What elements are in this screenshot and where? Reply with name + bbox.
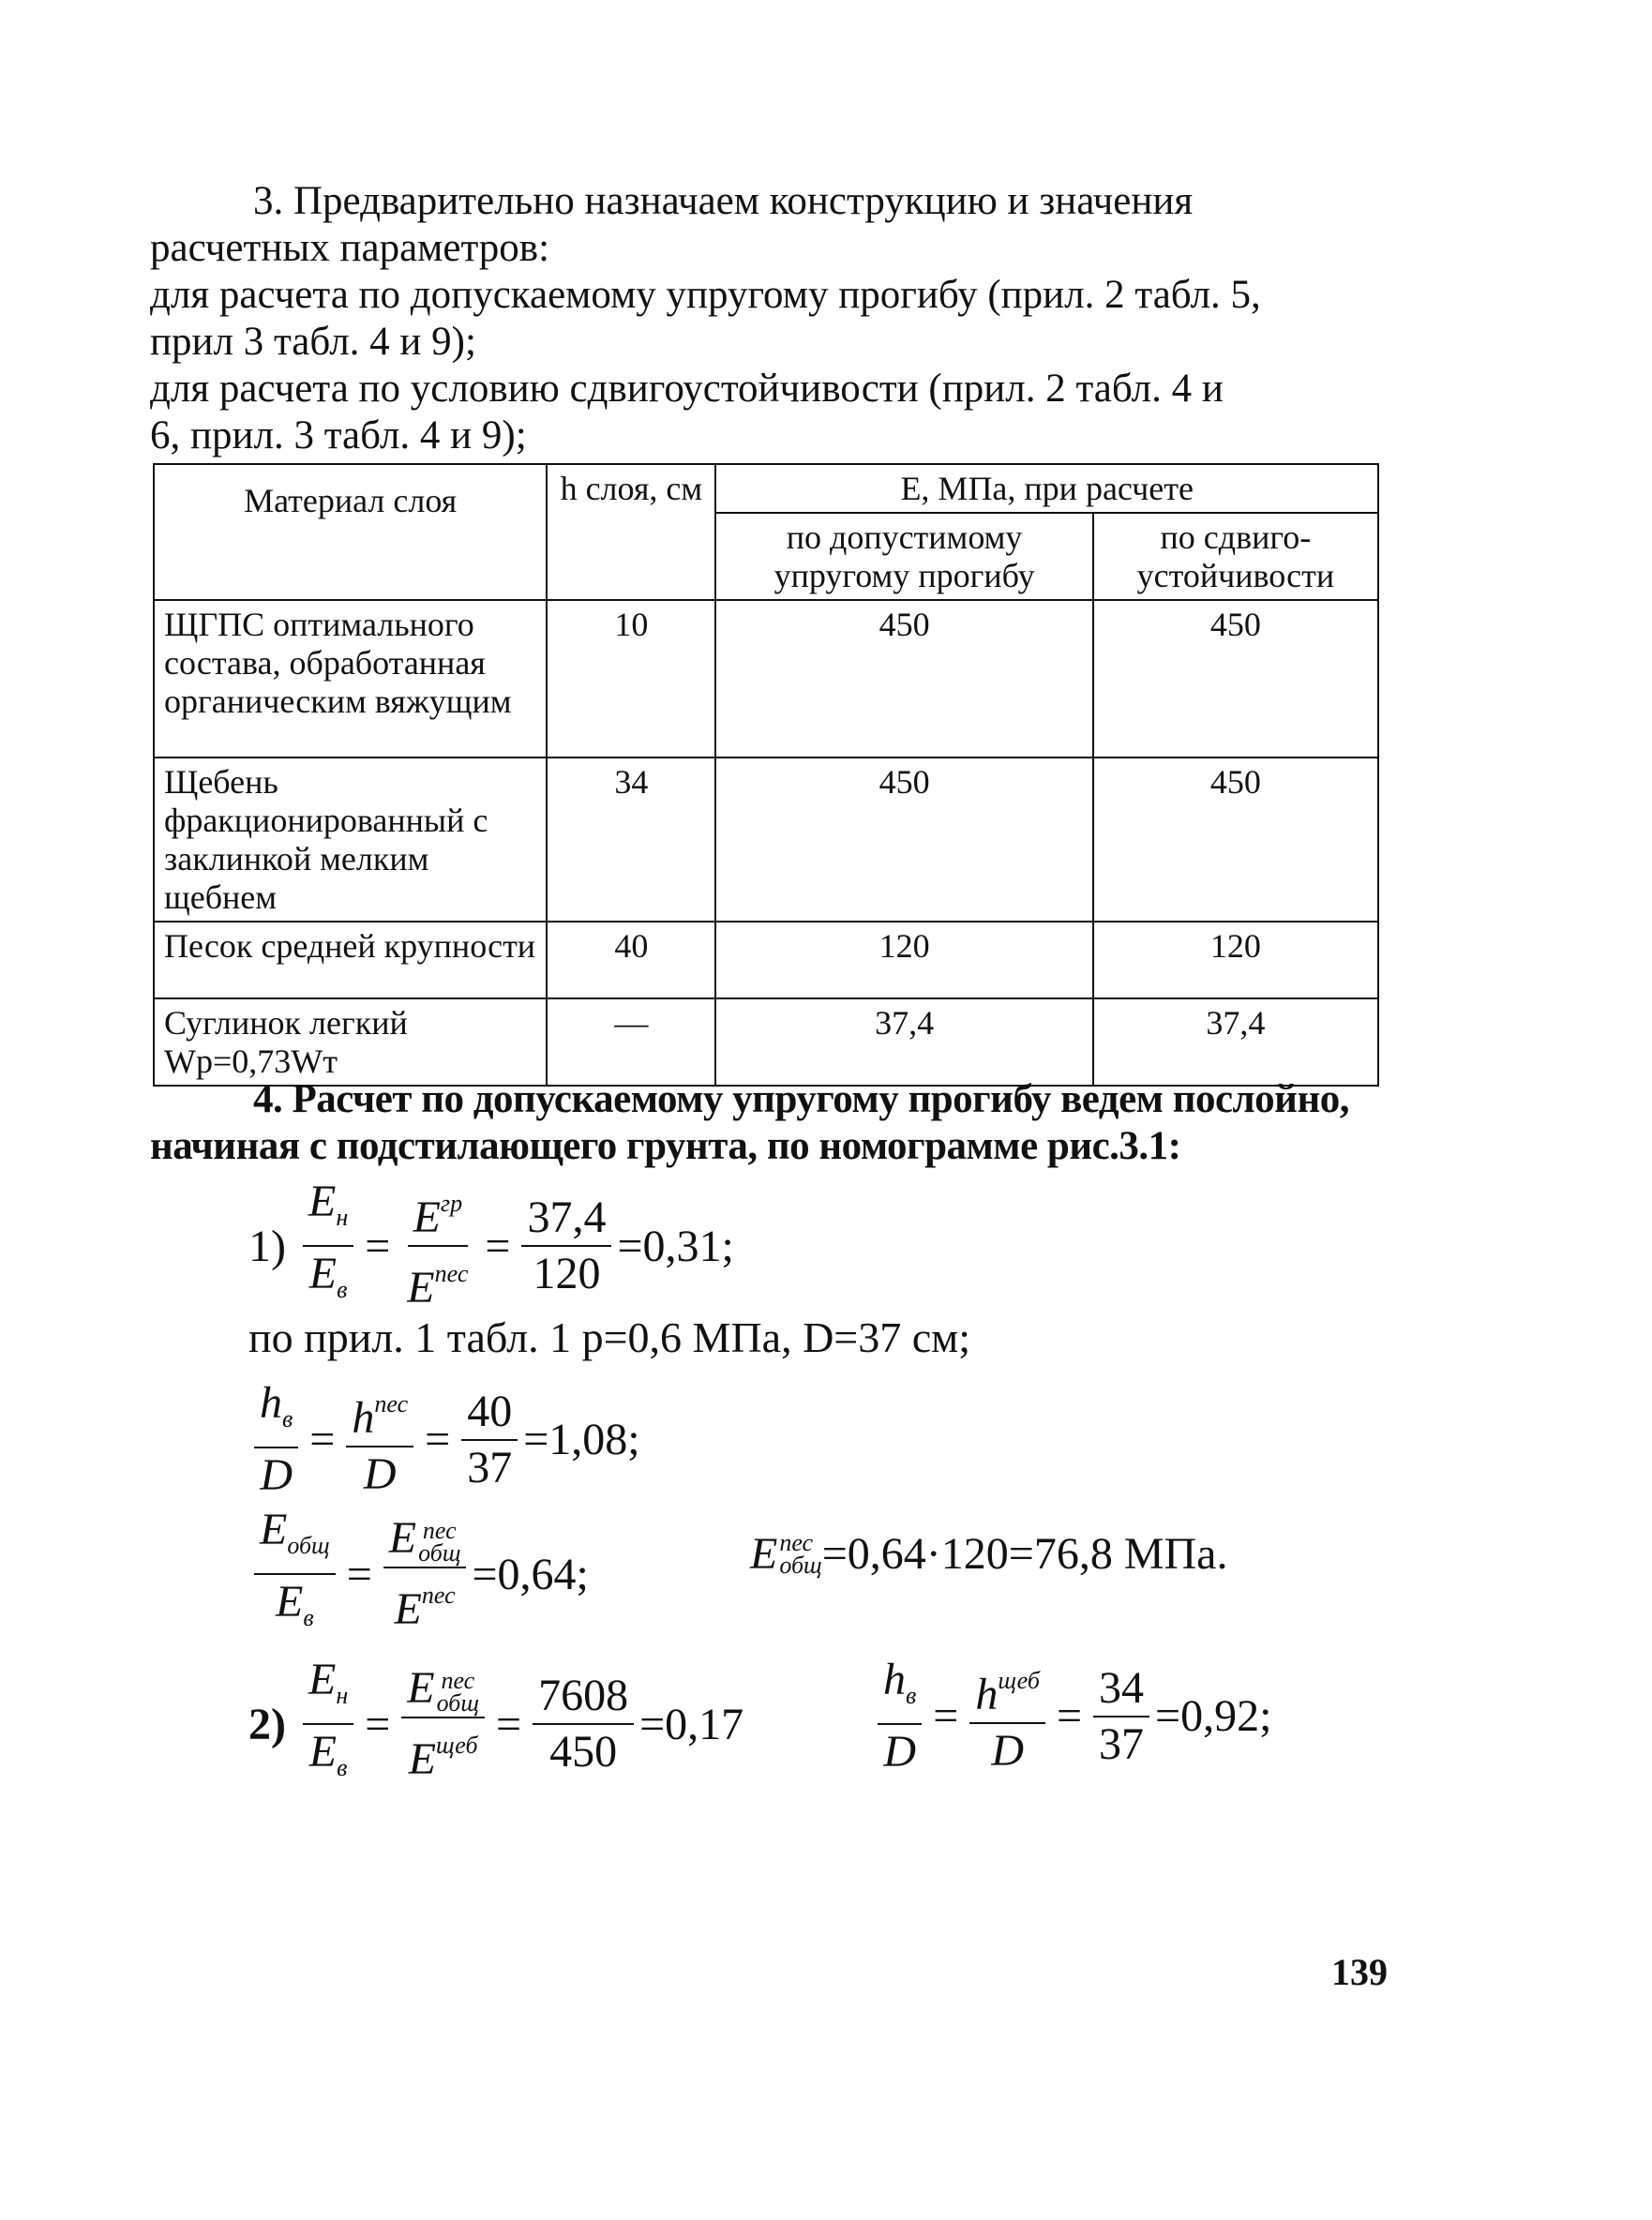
cell-h: — <box>547 998 715 1086</box>
header-e-deflection: по допустимому упругому прогибу <box>715 513 1092 600</box>
h2-result: =0,92; <box>1155 1691 1272 1741</box>
note-1: по прил. 1 табл. 1 р=0,6 МПа, D=37 см; <box>248 1313 971 1361</box>
table-row <box>154 600 1378 758</box>
table-row <box>154 998 1378 1086</box>
fraction-en-ev: $\frac{E_н}{E_в}$ <box>303 1177 353 1315</box>
formula-e-obsh-pes-value: E пес общ =0,64·120=76,8 МПа. <box>750 1528 1228 1579</box>
cell-e-shear: 37,4 <box>1093 998 1378 1086</box>
cell-e-deflection: 120 <box>715 922 1092 998</box>
paragraph-4-line-2: начиная с подстилающего грунта, по номограмме рис.3.1: <box>150 1124 1181 1168</box>
ratio-1-result: =0,31; <box>617 1221 734 1271</box>
paragraph-3-line-5: для расчета по условию сдвигоустойчивости (прил. 2 табл. 4 и <box>150 367 1224 411</box>
fraction-egr-epes: $\frac{E^{гр}}{E^{пес}}$ <box>401 1178 473 1313</box>
cell-e-shear: 450 <box>1093 600 1378 758</box>
cell-e-deflection: 450 <box>715 758 1092 922</box>
paragraph-3-line-6: 6, прил. 3 табл. 4 и 9); <box>150 413 527 458</box>
paragraph-3 <box>150 178 1397 459</box>
cell-h: 34 <box>547 758 715 922</box>
step-2-label: 2) <box>248 1699 286 1749</box>
header-e-shear: по сдвиго-устойчивости <box>1093 513 1378 600</box>
paragraph-4-line-1: 4. Расчет по допускаемому упругому прогибу ведем послойно, <box>253 1077 1349 1121</box>
formula-e-obsh-1: $\frac{E_{общ}}{E_в}$ = E пес общ $E^{пес}$ =0,64; <box>248 1505 589 1643</box>
fraction-numeric-1: $\frac{37,4}{120}$ <box>521 1192 611 1299</box>
table-row <box>154 922 1378 998</box>
ratio-2-result: =0,17 <box>639 1699 744 1749</box>
layers-table <box>153 463 1379 1087</box>
cell-e-deflection: 450 <box>715 600 1092 758</box>
e-obsh-1-value: =0,64·120=76,8 МПа. <box>821 1529 1228 1579</box>
step-1-label: 1) <box>248 1221 286 1271</box>
formula-step-1: 1) $\frac{E_н}{E_в}$ = $\frac{E^{гр}}{E^{пес}}$ = $\frac{37,4}{120}$ =0,31; <box>248 1177 734 1315</box>
page-number: 139 <box>1331 1951 1388 1993</box>
header-h: h слоя, см <box>547 464 715 600</box>
cell-h: 10 <box>547 600 715 758</box>
cell-e-shear: 450 <box>1093 758 1378 922</box>
formula-step-2: 2) $\frac{E_н}{E_в}$ = E пес общ $E^{щеб}$ = $\frac{7608}{450}$ =0,17 <box>248 1655 744 1784</box>
cell-e-shear: 120 <box>1093 922 1378 998</box>
paragraph-3-line-4: прил 3 табл. 4 и 9); <box>150 320 476 364</box>
e-obsh-1-result: =0,64; <box>472 1549 589 1599</box>
h1-result: =1,08; <box>523 1415 640 1464</box>
header-material: Материал слоя <box>154 464 547 600</box>
paragraph-4 <box>150 1076 1397 1170</box>
table-row <box>154 758 1378 922</box>
header-e-group: Е, МПа, при расчете <box>715 464 1378 513</box>
paragraph-3-line-2: расчетных параметров: <box>150 226 550 270</box>
cell-material: ЩГПС оптимального состава, обработанная органическим вяжущим <box>154 600 547 758</box>
cell-h: 40 <box>547 922 715 998</box>
paragraph-3-line-3: для расчета по допускаемому упругому прогибу (прил. 2 табл. 5, <box>150 273 1261 317</box>
cell-material: Щебень фракционированный с заклинкой мелким щебнем <box>154 758 547 922</box>
formula-h-over-d-2: $\frac{h_в}{D}$ = $\frac{h^{щеб}}{D}$ = $\frac{34}{37}$ =0,92; <box>872 1655 1271 1778</box>
formula-h-over-d-1: $\frac{h_в}{D}$ = $\frac{h^{пес}}{D}$ = $\frac{40}{37}$ =1,08; <box>248 1378 640 1501</box>
cell-material: Суглинок легкий Wр=0,73Wт <box>154 998 547 1086</box>
table-header-row <box>154 464 1378 513</box>
cell-material: Песок средней крупности <box>154 922 547 998</box>
cell-e-deflection: 37,4 <box>715 998 1092 1086</box>
paragraph-3-line-1: 3. Предварительно назначаем конструкцию и значения <box>253 179 1194 223</box>
